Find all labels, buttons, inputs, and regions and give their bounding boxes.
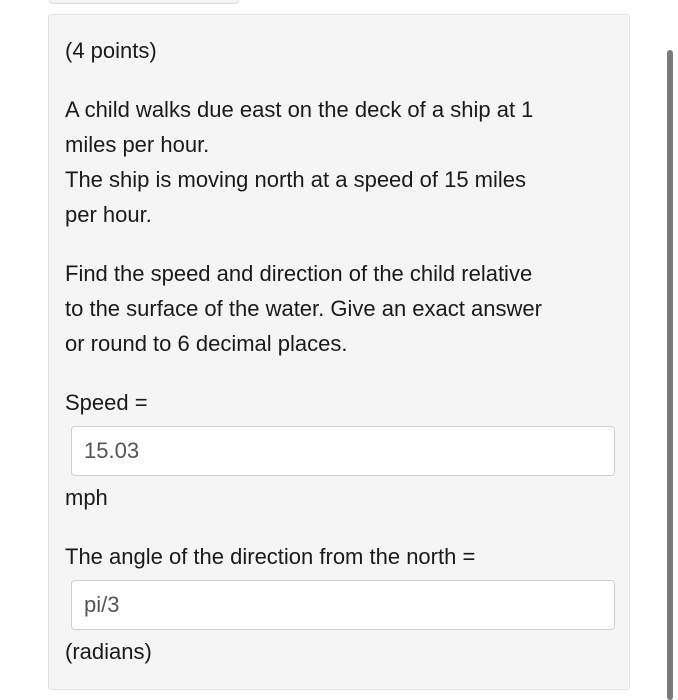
problem-line: miles per hour.	[65, 132, 210, 157]
question-content	[65, 33, 605, 669]
instructions	[65, 256, 605, 361]
problem-line: A child walks due east on the deck of a ship at 1	[65, 97, 534, 122]
problem-statement	[65, 92, 605, 232]
instruction-line: Find the speed and direction of the child relative	[65, 261, 533, 286]
speed-unit: mph	[65, 485, 108, 510]
points-label: (4 points)	[65, 38, 157, 63]
previous-card-edge	[48, 0, 240, 4]
scrollbar-thumb[interactable]	[667, 50, 673, 700]
problem-line: The ship is moving north at a speed of 15 miles	[65, 167, 527, 192]
question-card	[48, 14, 630, 690]
angle-label: The angle of the direction from the north =	[65, 544, 476, 569]
angle-unit: (radians)	[65, 639, 152, 664]
angle-input[interactable]	[71, 580, 615, 630]
instruction-line: or round to 6 decimal places.	[65, 331, 348, 356]
speed-label: Speed =	[65, 390, 148, 415]
speed-input[interactable]	[71, 426, 615, 476]
problem-line: per hour.	[65, 202, 152, 227]
scrollbar[interactable]	[665, 50, 678, 700]
instruction-line: to the surface of the water. Give an exact answer	[65, 296, 542, 321]
